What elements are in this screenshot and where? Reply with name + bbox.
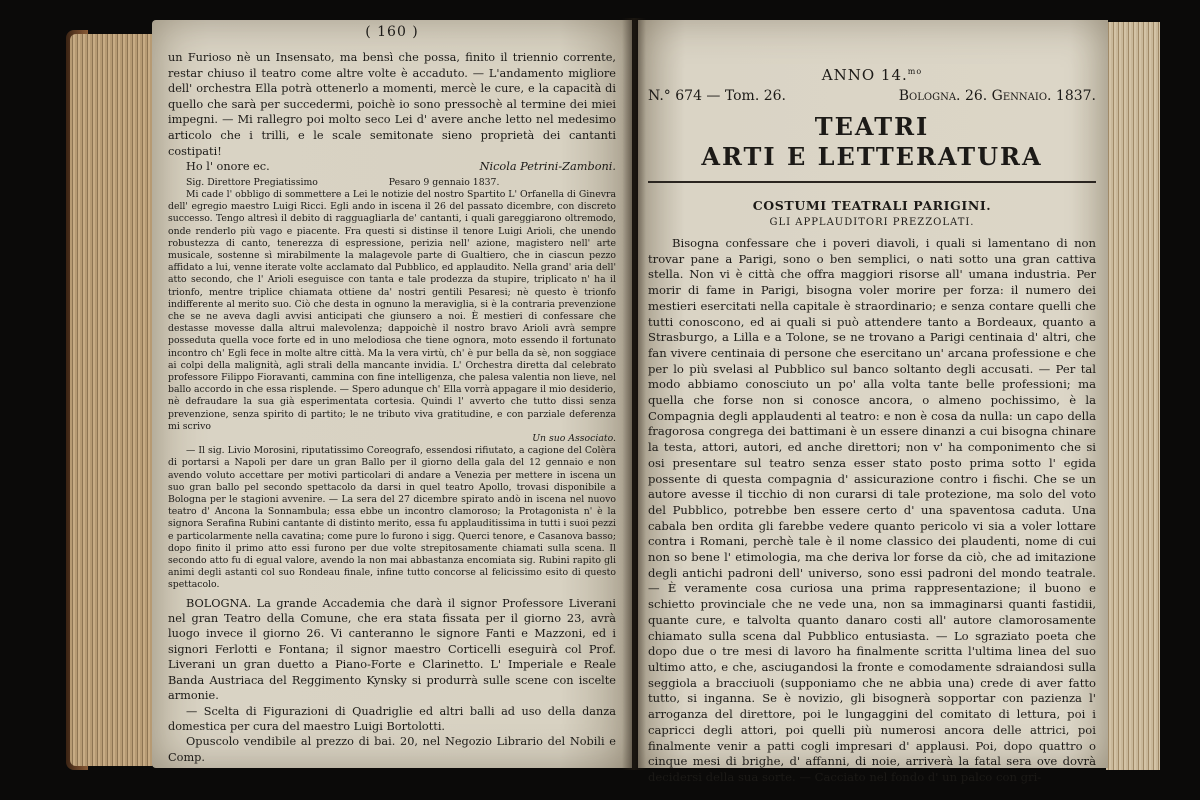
masthead-rule: [648, 181, 1096, 183]
page-number: ( 160 ): [365, 24, 419, 40]
page-edges-left: [70, 34, 160, 766]
letter-intro: un Furioso nè un Insensato, ma bensì che possa, finito il triennio corrente, restar chiuso il teatro come altre volte è accaduto. — L'andamento migliore dell' orchestra Ella potrà ottenerlo a momenti, mercè le cure, e la capacità di quello che sarà per succedermi, poichè io sono pressochè al termine dei miei impegni. — Mi rallegro poi molto seco Lei d' avere anche letto nel medesimo articolo che i trilli, e le scale semitonate sieno proprietà dei cantanti costipati!: [168, 51, 616, 158]
article-paragraph: Bisogna confessare che i poveri diavoli, i quali si lamentano di non trovar pane a Parigi, sono o ben semplici, o nati sotto una gran cattiva stella. Non vi è città che offra maggiori risorse all' umana industria. Per morir di fame in Parigi, bisogna voler morire per forza: il numero dei mestieri esercitati nella capitale è straordinario; e senza contare quelli che tutti conoscono, ed ai quali si può attendere tanto a Bordeaux, quanto a Strasburgo, a Lilla e a Tolone, se ne trovano a Parigi centinaia d' altri, che fan vivere centinaia di persone che esercitano un' arcana professione e che per lo più svelasi al Pubblico sul banco soltanto degli accusati. — Per tal modo abbiamo conosciuto un po' alla volta tante belle professioni; ma quella che forse non si conosce ancora, o almeno pochissimo, è la Compagnia degli applaudenti al teatro: e non è cosa da nulla: un capo della fragorosa congrega dei battimani è un essere dinanzi a cui bisogna chinare la testa, attori, autori, ed anche direttori; non v' ha componimento che si osi presentare sul teatro senza esser stato posto prima sotto l' egida possente di questa compagnia d' assicurazione contro i fischi. Che se un autore avesse il ticchio di non curarsi di tale protezione, ma solo del voto del Pubblico, potrebbe ben essere certo d' una spaventosa caduta. Una cabala ben ordita gli farebbe vedere quanto pericolo vi sia a voler lottare contra i Romani, perchè tale è il nome classico dei plaudenti, nome di cui non so bene l' etimologia, ma che deriva lor forse da ciò, che ad imitazione degli antichi padroni dell' universo, sono essi padroni del mondo teatrale. — È veramente cosa curiosa una prima rappresentazione; il buono e schietto provinciale che ne vede una, non sa immaginarsi quanti fastidii, quante cure, e talvolta quanto danaro costi all' autore clamorosamente chiamato sulla scena dal Pubblico entusiasta. — Lo sgraziato poeta che dopo due o tre mesi di lavoro ha finalmente scritta l'ultima linea del suo ultimo atto, e che, asciugandosi la fronte e comodamente sdraiandosi sulla seggiola a bracciuoli (supponiamo che ne abbia una) crede di aver fatto tutto, si inganna. Se è novizio, gli bisognerà sopportar con pazienza l' arroganza del direttore, poi le lungaggini del comitato di lettura, poi i capricci degli attori, poi quelli più numerosi ancora delle attrici, poi finalmente venir a patti cogli impresari d' applausi. Poi, dopo quattro o cinque mesi di brighe, d' affanni, di noie, arriverà la fatal sera ove dovrà decidersi della sua sorte. — Cacciato nel fondo d' un palco con gri-: [648, 236, 1096, 784]
associate-signature: Un suo Associato.: [532, 433, 616, 445]
masthead-arti: ARTI E LETTERATURA: [701, 142, 1043, 171]
letter-pesaro: [168, 177, 616, 592]
book-gutter: [622, 18, 646, 770]
issue-line: [648, 88, 1096, 104]
section-title: COSTUMI TEATRALI PARIGINI.: [752, 198, 992, 213]
place-date: Bologna. 26. Gennaio. 1837.: [898, 88, 1096, 104]
right-page: [638, 20, 1108, 784]
year-heading: ANNO 14.$^{mo}$: [821, 66, 923, 84]
bologna-news: BOLOGNA. La grande Accademia che darà il signor Professore Liverani nel gran Teatro della Comune, che era stata fissata per il giorno 23, avrà luogo invece il giorno 26. Vi canteranno le signore Fanti e Mazzoni, ed i signori Ferlotti e Fontana; il signor maestro Corticelli eseguirà col Prof. Liverani un gran duetto a Piano-Forte e Clarinetto. L' Imperiale e Reale Banda Austriaca del Reggimento Kynsky si produrrà sulle scene con iscelte armonie.: [168, 596, 616, 703]
left-lower-news: [168, 596, 616, 765]
left-page-text: [168, 50, 616, 765]
letter-head: Sig. Direttore Pregiatissimo Pesaro 9 gennaio 1837.: [186, 176, 500, 188]
issue-number: N.° 674 — Tom. 26.: [648, 88, 786, 104]
open-book: [66, 14, 1160, 784]
signature: Nicola Petrini-Zamboni.: [479, 160, 616, 174]
page-edges-right: [1106, 22, 1160, 770]
section-subtitle: GLI APPLAUDITORI PREZZOLATI.: [769, 217, 975, 228]
left-page: [152, 20, 632, 768]
article-body: [648, 236, 1096, 786]
masthead-teatri: TEATRI: [814, 112, 930, 141]
quadriglie-news: — Scelta di Figurazioni di Quadriglie ed altri balli ad uso della danza domestica per cura del maestro Luigi Bortolotti.: [168, 704, 616, 733]
opuscolo-news: Opuscolo vendibile al prezzo di bai. 20, nel Negozio Librario del Nobili e Comp.: [168, 735, 616, 764]
letter-body: Mi cade l' obbligo di sommettere a Lei le notizie del nostro Spartito L' Orfanella di Ginevra dell' egregio maestro Luigi Ricci. Egli ando in iscena il 26 del passato dicembre, con discreto successo. Tengo altresì il debito di ragguagliarla de' cantanti, i quali gareggiarono oltremodo, onde renderlo più vago e piacente. Fra questi si distinse il tenore Luigi Arioli, che unendo robustezza di canto, tenerezza di espressione, perizia nell' azione, magistero nell' arte musicale, sostenne sì mirabilmente la malagevole parte di Gualtiero, che in ciascun pezzo affidato a lui, venne iterate volte acclamato dal Pubblico, ed applaudito. Nella grand' aria dell' atto secondo, che l' Arioli eseguisce con tanta e tale prodezza da stupire, triplicato n' ha il trionfo, mentre triplice chiamata ottiene da' nostri gentili Pesaresi; nè questo è trionfo indifferente al merito suo. Ciò che desta in ognuno la meraviglia, si è la contraria prevenzione che se ne aveva dagli avvisi anticipati che giunsero a noi. È mestieri di confessare che destasse movesse dalla altrui malevolenza; dappoichè il nostro bravo Arioli avrà sempre posseduta quella voce forte ed in uno melodiosa che tiene ognora, moto essendo il fortunato incontro ch' Egli fece in molte altre città. Ma la vera virtù, ch' è pur bella da sè, non soggiace ai colpi della malignità, agli strali della mancante invidia. L' Orchestra diretta dal celebrato professore Filippo Fioravanti, cammina con fine intelligenza, che palesa valentia non lieve, nel ballo accordo in che essa risplende. — Spero adunque ch' Ella vorrà appagare il mio desiderio, nè defraudare la sua già esperimentata cortesia. Quindi l' avverto che tutto dissi senza prevenzione, senza spirito di partito; le ne tributo viva gratitudine, e con parziale deferenza mi scrivo: [168, 188, 616, 432]
morosini-news: — Il sig. Livio Morosini, riputatissimo Coreografo, essendosi rifiutato, a cagione del Colèra di portarsi a Napoli per dare un gran Ballo per il giorno della gala del 12 gennaio e non avendo voluto accettare per motivi particolari di andare a Venezia per mettere in iscena un suo gran ballo pel secondo spettacolo da darsi in quel teatro Apollo, trovasi disponibile a Bologna per le stagioni avvenire. — La sera del 27 dicembre spirato andò in iscena nel nuovo teatro d' Ancona la Sonnambula; essa ebbe un incontro clamoroso; la Protagonista n' è la signora Serafina Rubini cantante di distinto merito, essa fu applauditissima in tutti i suoi pezzi e particolarmente nella cavatina; come pure lo furono i sigg. Querci tenore, e Casanova basso; dopo finito il primo atto essi furono per due volte strepitosamente chiamati sulla scena. Il secondo atto fu di egual valore, avendo la non mai abbastanza encomiata sig. Rubini rapito gli animi degli astanti col suo Rondeau finale, infine tutto concorse al felicissimo esito di questo spettacolo.: [168, 445, 616, 591]
closing: Ho l' onore ec.: [186, 160, 270, 174]
